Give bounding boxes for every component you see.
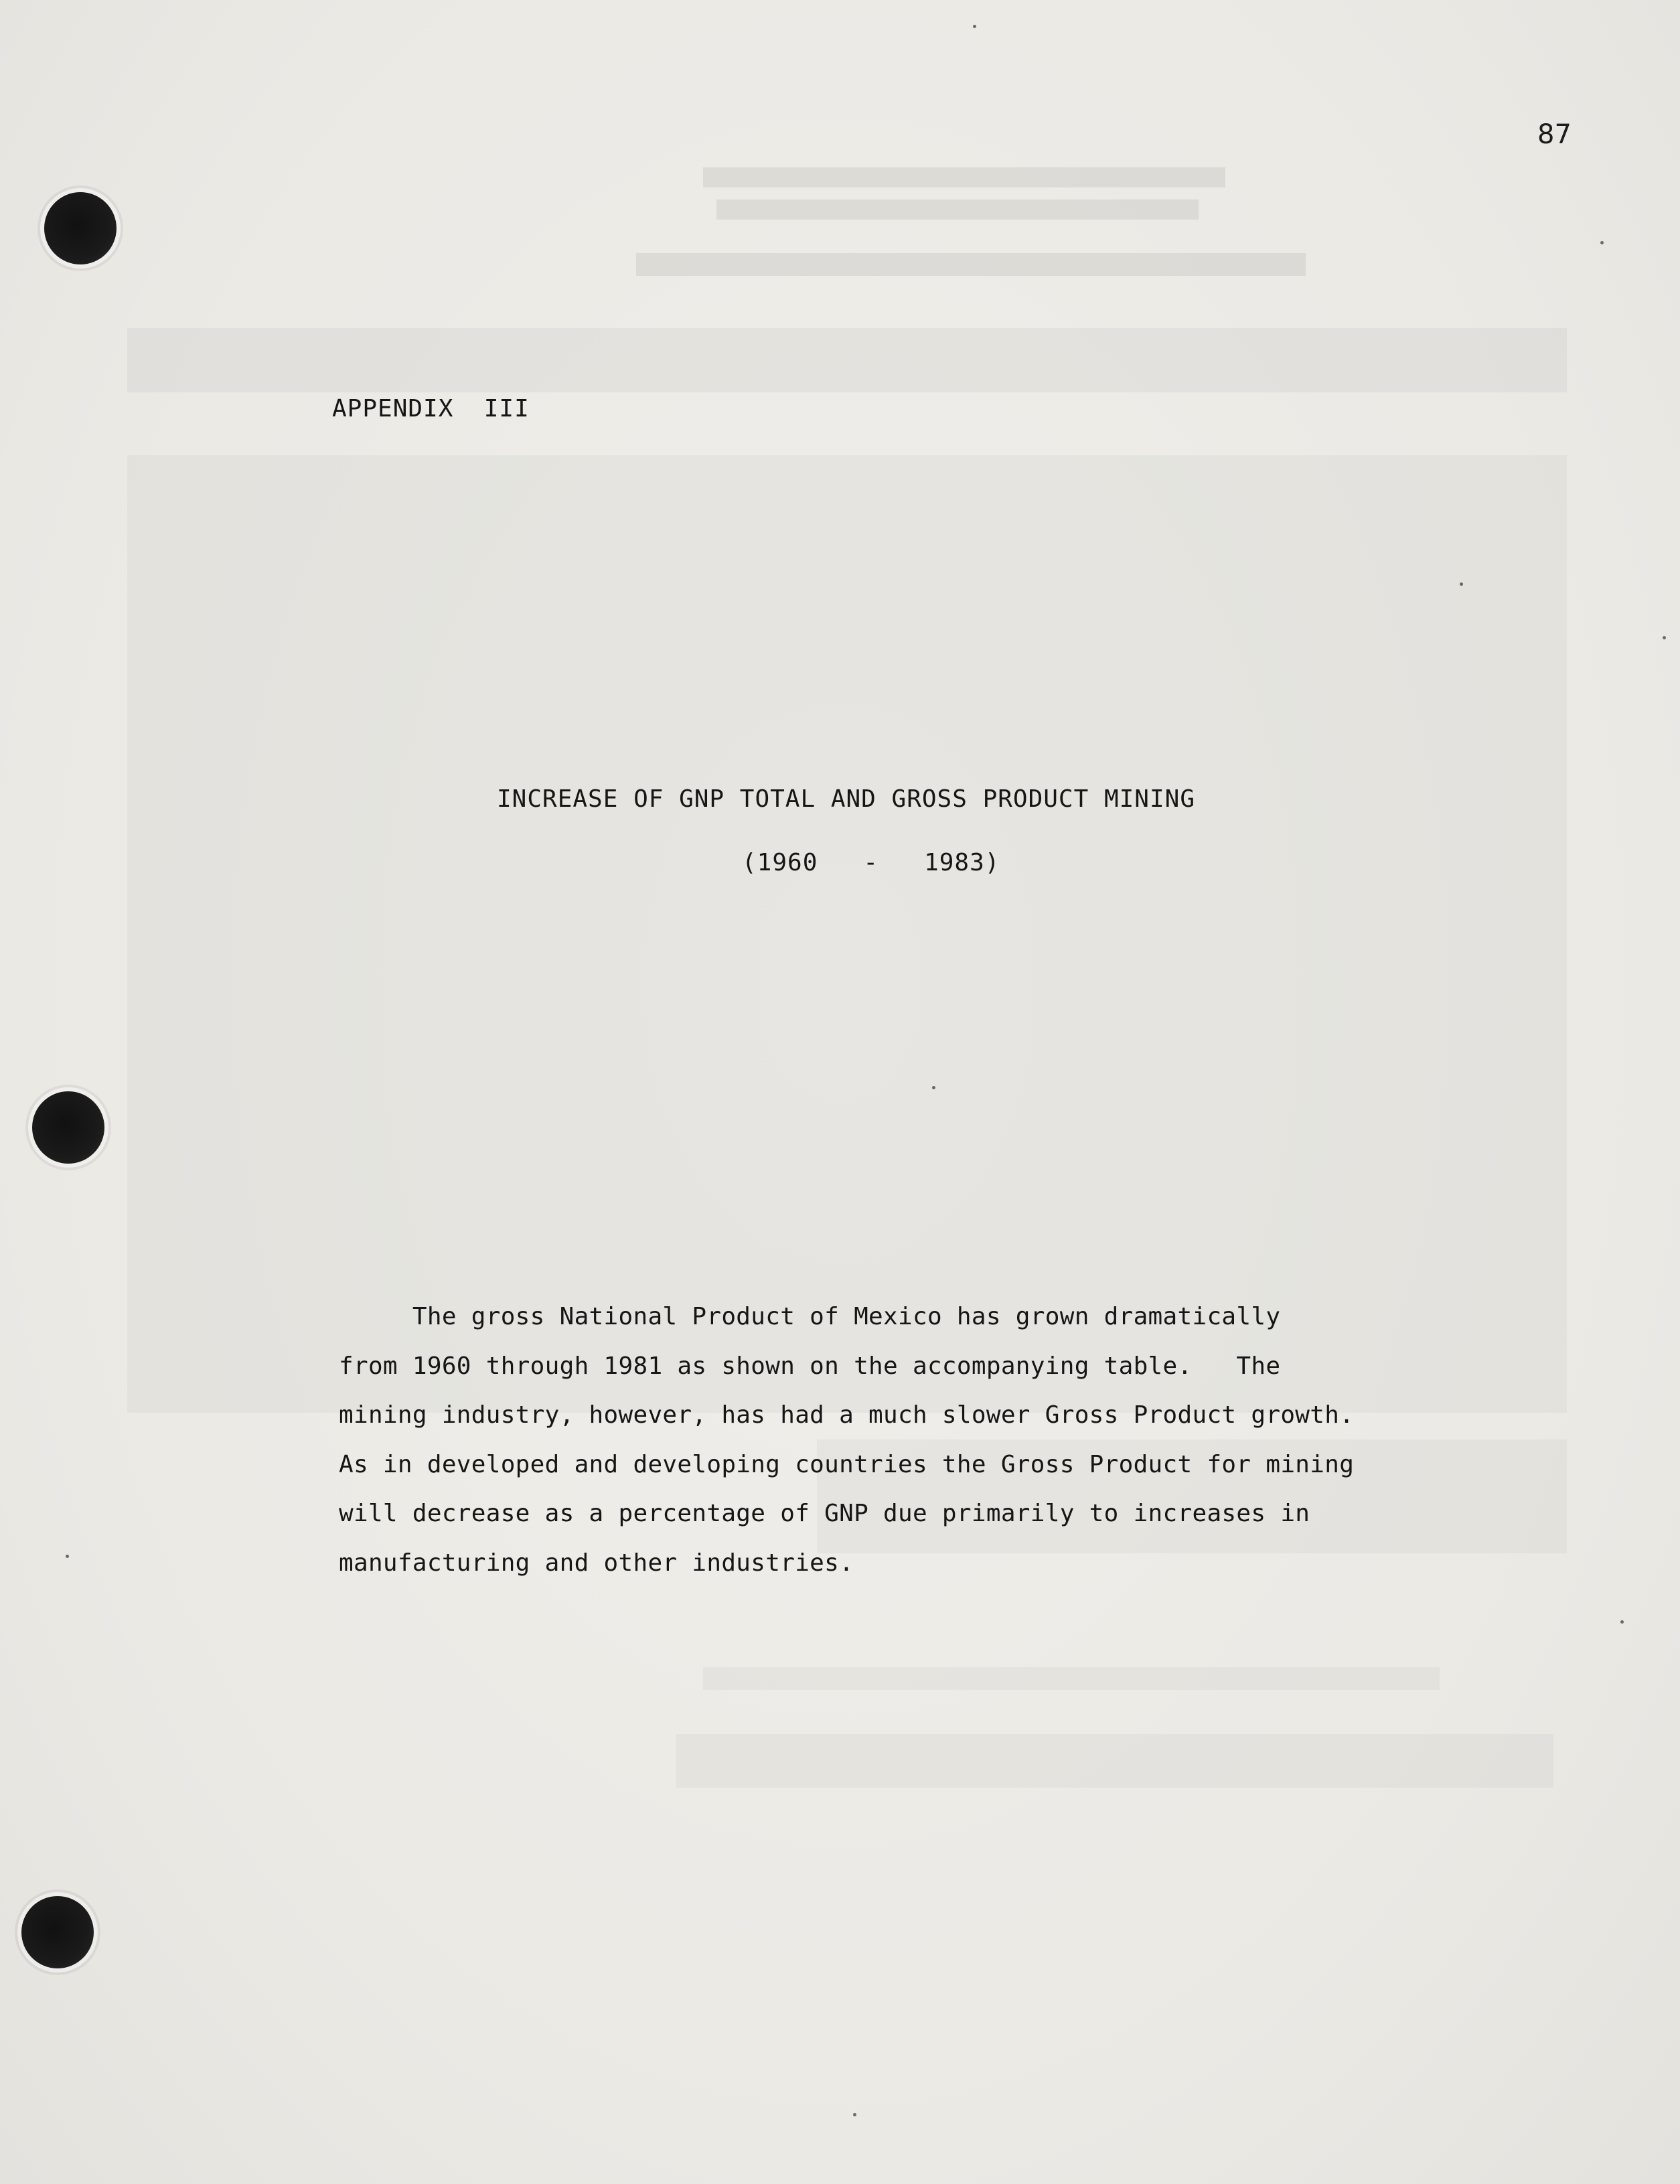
reverse-side-bleed-through <box>127 167 1567 1875</box>
paragraph-line: The gross National Product of Mexico has grown dramatically <box>339 1303 1281 1330</box>
dust-speck <box>1620 1620 1624 1624</box>
page-number: 87 <box>1537 119 1572 150</box>
paragraph-line: mining industry, however, has had a much slower Gross Product growth. <box>339 1401 1355 1429</box>
dust-speck <box>973 25 976 28</box>
paragraph-line: from 1960 through 1981 as shown on the accompanying table. The <box>339 1352 1281 1380</box>
bleed-table-body <box>127 455 1567 1413</box>
appendix-heading: APPENDIX III <box>332 395 530 422</box>
bleed-column-headers <box>127 328 1567 392</box>
paragraph-line: manufacturing and other industries. <box>339 1549 854 1577</box>
dust-speck <box>853 2113 856 2116</box>
bleed-note <box>703 1667 1440 1690</box>
punch-hole <box>32 1091 104 1164</box>
dust-speck <box>1663 636 1666 639</box>
bleed-heading-line-2 <box>716 200 1199 220</box>
bleed-heading-line-3 <box>636 253 1306 276</box>
punch-hole <box>44 192 117 264</box>
paragraph-line: will decrease as a percentage of GNP due primarily to increases in <box>339 1500 1310 1527</box>
document-title: INCREASE OF GNP TOTAL AND GROSS PRODUCT MINING <box>497 785 1195 813</box>
bleed-through-shapes <box>127 167 1567 1875</box>
dust-speck <box>932 1086 935 1089</box>
dust-speck <box>66 1555 69 1558</box>
paragraph-line: As in developed and developing countries the Gross Product for mining <box>339 1450 1355 1478</box>
dust-speck <box>1460 582 1463 586</box>
document-year-range: (1960 - 1983) <box>742 849 1000 876</box>
body-paragraph <box>339 1292 1491 1587</box>
bleed-heading-line-1 <box>703 167 1225 187</box>
punch-hole <box>21 1896 94 1968</box>
dust-speck <box>1600 241 1604 244</box>
bleed-source <box>676 1734 1553 1788</box>
